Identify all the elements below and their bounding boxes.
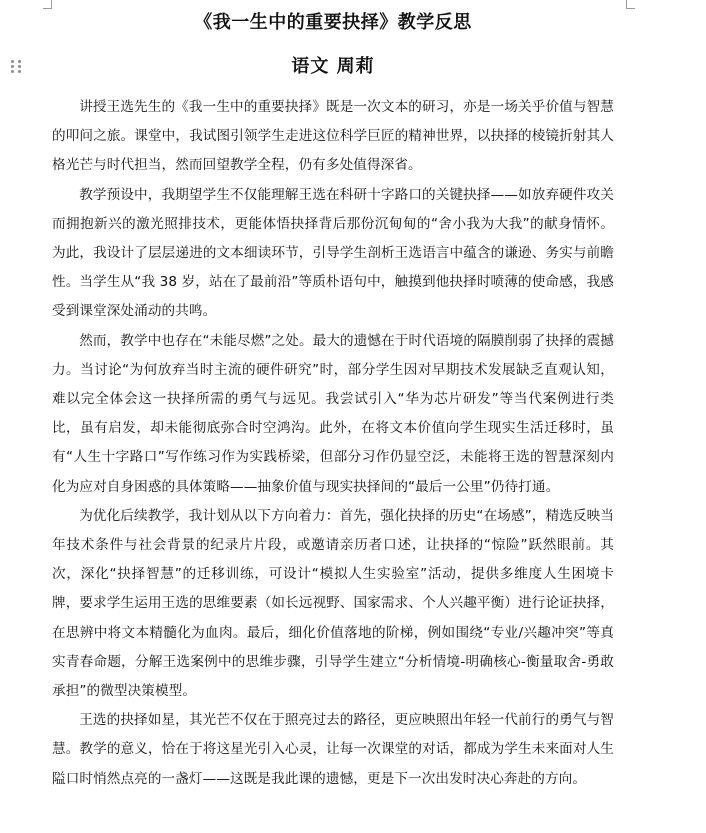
paragraph-drag-handle-icon[interactable] — [11, 60, 23, 74]
page-corner-mark-right — [626, 0, 635, 9]
paragraph: 教学预设中，我期望学生不仅能理解王选在科研十字路口的关键抉择——如放弃硬件攻关而拥抱新兴的激光照排技术，更能体悟抉择背后那份沉甸甸的“舍小我为大我”的献身情怀。为此，我设计了层层递进的文本细读环节，引导学生剖析王选语言中蕴含的谦逊、务实与前瞻性。当学生从“我 38 岁，站在了最前沿”等质朴语句中，触摸到他抉择时喷薄的使命感，我感受到课堂深处涌动的共鸣。 — [52, 186, 614, 320]
paragraph: 然而，教学中也存在“未能尽燃”之处。最大的遗憾在于时代语境的隔膜削弱了抉择的震撼力。当讨论“为何放弃当时主流的硬件研究”时，部分学生因对早期技术发展缺乏直观认知，难以完全体会这一抉择所需的勇气与远见。我尝试引入“华为芯片研发”等当代案例进行类比，虽有启发，却未能彻底弥合时空鸿沟。此外，在将文本价值向学生现实生活迁移时，虽有“人生十字路口”写作练习作为实践桥梁，但部分习作仍显空泛，未能将王选的智慧深刻内化为应对自身困惑的具体策略——抽象价值与现实抉择间的“最后一公里”仍待打通。 — [52, 332, 614, 495]
document-author: 语文 周莉 — [291, 56, 375, 77]
paragraph: 王选的抉择如星，其光芒不仅在于照亮过去的路径，更应映照出年轻一代前行的勇气与智慧。教学的意义，恰在于将这星光引入心灵，让每一次课堂的对话，都成为学生未来面对人生隘口时悄然点亮的一盏灯——这既是我此课的遗憾，更是下一次出发时决心奔赴的方向。 — [52, 712, 614, 787]
document-body — [52, 93, 614, 794]
page-corner-mark-left — [43, 0, 52, 9]
paragraph: 为优化后续教学，我计划从以下方向着力：首先，强化抉择的历史“在场感”，精选反映当年技术条件与社会背景的纪录片片段，或邀请亲历者口述，让抉择的“惊险”跃然眼前。其次，深化“抉择智慧”的迁移训练，可设计“模拟人生实验室”活动，提供多维度人生困境卡牌，要求学生运用王选的思维要素（如长远视野、国家需求、个人兴趣平衡）进行论证抉择，在思辨中将文本精髓化为血肉。最后，细化价值落地的阶梯，例如围绕“专业/兴趣冲突”等真实青春命题，分解王选案例中的思维步骤，引导学生建立“分析情境-明确核心-衡量取舍-勇敢承担”的微型决策模型。 — [52, 507, 614, 700]
document-title: 《我一生中的重要抉择》教学反思 — [194, 12, 472, 33]
paragraph: 讲授王选先生的《我一生中的重要抉择》既是一次文本的研习，亦是一场关乎价值与智慧的叩问之旅。课堂中，我试图引领学生走进这位科学巨匠的精神世界，以抉择的棱镜折射其人格光芒与时代担当，然而回望教学全程，仍有多处值得深省。 — [52, 99, 614, 174]
